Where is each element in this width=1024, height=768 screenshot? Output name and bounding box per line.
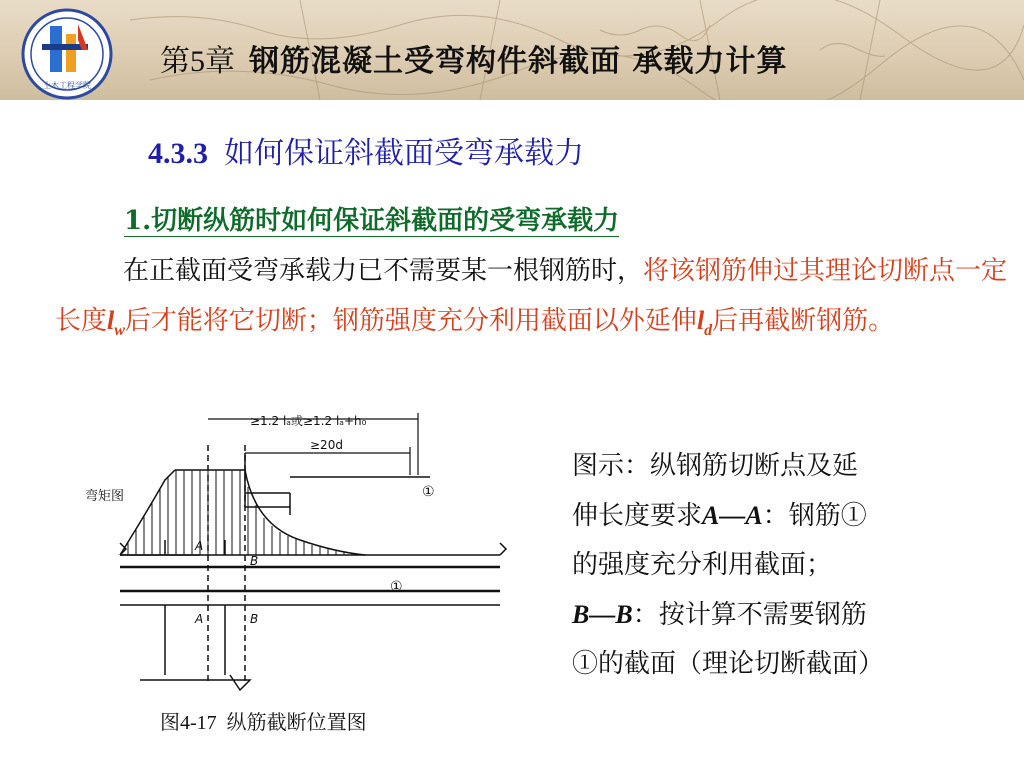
desc-line1: 图示：纵钢筋切断点及延 xyxy=(572,451,859,481)
moment-diagram-label: 弯矩图 xyxy=(85,489,125,504)
school-logo xyxy=(12,4,122,100)
para-red1: 将该钢筋伸过其理论切断点一定长度 xyxy=(55,256,1008,336)
sub-heading xyxy=(124,200,619,237)
header-banner xyxy=(0,0,1024,100)
section-number: 4.3.3 xyxy=(148,137,208,170)
circled-one-top: ① xyxy=(422,484,435,500)
figure-description xyxy=(572,442,1002,689)
subheading-text: 切断纵筋时如何保证斜截面的受弯承载力 xyxy=(151,206,620,236)
caption-number: 图4-17 xyxy=(160,712,217,734)
para-part1: 在正截面受弯承载力已不需要某一根钢筋时， xyxy=(123,256,644,286)
logo-text: 土木工程学院 xyxy=(43,81,91,90)
para-red3: 后再截断钢筋。 xyxy=(712,306,895,336)
circled-one-bar: ① xyxy=(390,579,403,595)
desc-line4: B—B：按计算不需要钢筋 xyxy=(572,600,867,630)
figure-caption xyxy=(160,706,367,735)
subheading-number: 1. xyxy=(124,206,152,236)
body-paragraph xyxy=(55,246,1015,356)
rebar-cutoff-diagram xyxy=(80,405,540,695)
dim-20d-label: ≥20d xyxy=(310,438,343,452)
para-red2: 后才能将它切断；钢筋强度充分利用截面以外延伸 xyxy=(124,306,697,336)
label-B-bottom: B xyxy=(250,612,259,626)
desc-line5: ①的截面（理论切断截面） xyxy=(572,649,885,679)
label-A-bottom: A xyxy=(195,612,204,626)
section-text: 如何保证斜截面受弯承载力 xyxy=(224,136,584,171)
chapter-label: 第5章 xyxy=(160,45,235,78)
label-B-top: B xyxy=(250,554,259,568)
symbol-lw: $l_w$ xyxy=(107,306,125,340)
caption-text: 纵筋截断位置图 xyxy=(226,710,367,734)
desc-line2: 伸长度要求A—A：钢筋① xyxy=(572,501,867,531)
desc-line3: 的强度充分利用截面； xyxy=(572,550,833,580)
label-A-top: A xyxy=(195,539,204,553)
header-title xyxy=(160,36,787,80)
symbol-ld: $l_d$ xyxy=(696,306,713,340)
dim-top-label: ≥1.2 lₐ或≥1.2 lₐ+h₀ xyxy=(250,414,367,428)
section-title xyxy=(148,128,584,172)
chapter-title: 钢筋混凝土受弯构件斜截面 承载力计算 xyxy=(249,44,788,79)
